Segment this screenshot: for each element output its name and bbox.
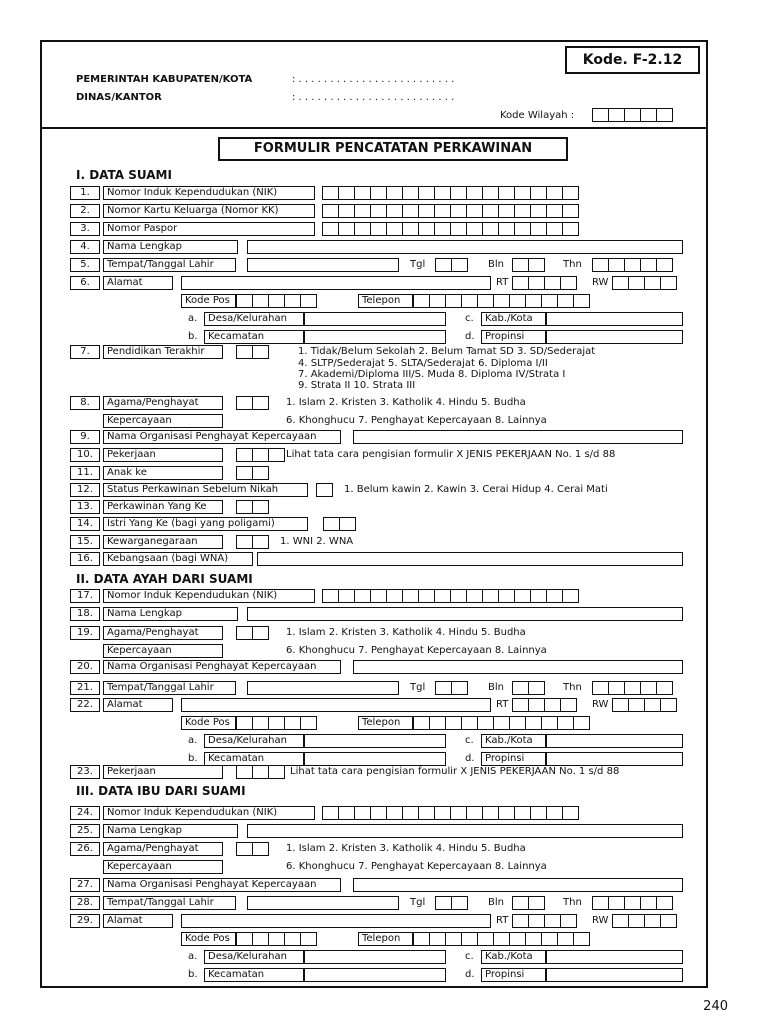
nama-field[interactable]: [247, 607, 683, 621]
nik-cells[interactable]: [322, 589, 578, 603]
nik-cells[interactable]: [322, 204, 578, 218]
anak-ke-cells[interactable]: [236, 466, 268, 480]
row-label: Anak ke: [103, 466, 223, 480]
kab-field[interactable]: [546, 734, 683, 748]
agama-options-2: 6. Khonghucu 7. Penghayat Kepercayaan 8. Lainnya: [286, 415, 547, 426]
pendidikan-2: 4. SLTP/Sederajat 5. SLTA/Sederajat 6. Diploma I/II: [298, 358, 548, 369]
kec-field[interactable]: [304, 330, 446, 344]
rt-label: RT: [496, 277, 509, 288]
bln-cells[interactable]: [512, 681, 544, 695]
row-label: Nomor Induk Kependudukan (NIK): [103, 186, 315, 200]
bln-cells[interactable]: [512, 258, 544, 272]
dinas-label: DINAS/KANTOR: [76, 92, 162, 103]
row-label: Tempat/Tanggal Lahir: [103, 258, 236, 272]
telepon-cells[interactable]: [413, 932, 589, 946]
kab-label: Kab./Kota: [481, 950, 546, 964]
row-number: 20.: [70, 660, 100, 674]
rw-label: RW: [592, 277, 609, 288]
telepon-label: Telepon: [358, 294, 413, 308]
row-number: 25.: [70, 824, 100, 838]
bln-label: Bln: [488, 259, 504, 270]
rw-label: RW: [592, 915, 609, 926]
row-number: 7.: [70, 345, 100, 359]
pekerjaan-note: Lihat tata cara pengisian formulir X JENIS PEKERJAAN No. 1 s/d 88: [290, 766, 620, 777]
row-label: Nomor Induk Kependudukan (NIK): [103, 806, 315, 820]
pekerjaan-cells[interactable]: [236, 448, 284, 462]
thn-label: Thn: [563, 259, 582, 270]
a-label: a.: [188, 735, 198, 746]
agama-cells[interactable]: [236, 842, 268, 856]
row-number: 24.: [70, 806, 100, 820]
row-label: Kewarganegaraan: [103, 535, 223, 549]
row-number: 2.: [70, 204, 100, 218]
row-label: Pekerjaan: [103, 765, 223, 779]
desa-field[interactable]: [304, 312, 446, 326]
prop-label: Propinsi: [481, 752, 546, 766]
c-label: c.: [465, 951, 474, 962]
agama-options-2: 6. Khonghucu 7. Penghayat Kepercayaan 8. Lainnya: [286, 645, 547, 656]
row-number: 21.: [70, 681, 100, 695]
desa-label: Desa/Kelurahan: [204, 950, 304, 964]
dinas-dots: : . . . . . . . . . . . . . . . . . . . . . . . . .: [292, 92, 455, 103]
kab-label: Kab./Kota: [481, 734, 546, 748]
org-field[interactable]: [353, 878, 683, 892]
kode-pos-label: Kode Pos: [181, 716, 236, 730]
row-label: Agama/Penghayat: [103, 396, 223, 410]
agama-options-1: 1. Islam 2. Kristen 3. Katholik 4. Hindu 5. Budha: [286, 397, 526, 408]
row-number: 1.: [70, 186, 100, 200]
birthplace-field[interactable]: [247, 258, 399, 272]
telepon-label: Telepon: [358, 716, 413, 730]
c-label: c.: [465, 313, 474, 324]
row-number: 17.: [70, 589, 100, 603]
tgl-label: Tgl: [410, 897, 426, 908]
d-label: d.: [465, 969, 475, 980]
a-label: a.: [188, 951, 198, 962]
thn-cells[interactable]: [592, 258, 672, 272]
row-number: 22.: [70, 698, 100, 712]
telepon-cells[interactable]: [413, 716, 589, 730]
rt-label: RT: [496, 699, 509, 710]
pendidikan-3: 7. Akademi/Diploma III/S. Muda 8. Diploma IV/Strata I: [298, 369, 566, 380]
kode-wilayah-cells[interactable]: [592, 108, 672, 122]
status-options: 1. Belum kawin 2. Kawin 3. Cerai Hidup 4. Cerai Mati: [344, 484, 608, 495]
kab-field[interactable]: [546, 312, 683, 326]
rw-label: RW: [592, 699, 609, 710]
org-field[interactable]: [353, 660, 683, 674]
row-label: Nomor Kartu Keluarga (Nomor KK): [103, 204, 315, 218]
thn-label: Thn: [563, 897, 582, 908]
row-label: Tempat/Tanggal Lahir: [103, 681, 236, 695]
row-label: Pendidikan Terakhir: [103, 345, 223, 359]
row-number: 29.: [70, 914, 100, 928]
thn-cells[interactable]: [592, 681, 672, 695]
prop-field[interactable]: [546, 752, 683, 766]
row-label: Nama Lengkap: [103, 240, 238, 254]
row-label: Alamat: [103, 276, 173, 290]
row-label: Nama Organisasi Penghayat Kepercayaan: [103, 430, 341, 444]
d-label: d.: [465, 753, 475, 764]
kode-pos-cells[interactable]: [236, 716, 316, 730]
bln-label: Bln: [488, 682, 504, 693]
rt-cells[interactable]: [512, 698, 576, 712]
row-label: Perkawinan Yang Ke: [103, 500, 223, 514]
row-label: Nomor Induk Kependudukan (NIK): [103, 589, 315, 603]
row-number: 18.: [70, 607, 100, 621]
row-label: Nomor Paspor: [103, 222, 315, 236]
row-number: 14.: [70, 517, 100, 531]
rt-label: RT: [496, 915, 509, 926]
b-label: b.: [188, 331, 198, 342]
form-title: FORMULIR PENCATATAN PERKAWINAN: [218, 137, 568, 161]
rt-cells[interactable]: [512, 276, 576, 290]
row-number: 28.: [70, 896, 100, 910]
kec-label: Kecamatan: [204, 752, 304, 766]
bln-cells[interactable]: [512, 896, 544, 910]
tgl-label: Tgl: [410, 682, 426, 693]
telepon-label: Telepon: [358, 932, 413, 946]
row-number: 23.: [70, 765, 100, 779]
row-number: 27.: [70, 878, 100, 892]
c-label: c.: [465, 735, 474, 746]
prop-field[interactable]: [546, 968, 683, 982]
prop-label: Propinsi: [481, 968, 546, 982]
row-number: 4.: [70, 240, 100, 254]
nik-cells[interactable]: [322, 222, 578, 236]
perkawinan-ke-cells[interactable]: [236, 500, 268, 514]
row-number: 19.: [70, 626, 100, 640]
desa-field[interactable]: [304, 950, 446, 964]
page-number: 240: [703, 999, 728, 1014]
row-number: 5.: [70, 258, 100, 272]
nik-cells[interactable]: [322, 806, 578, 820]
pekerjaan-cells[interactable]: [236, 765, 284, 779]
agama-cells[interactable]: [236, 626, 268, 640]
nama-field[interactable]: [247, 824, 683, 838]
row-number: 10.: [70, 448, 100, 462]
agama-options-2: 6. Khonghucu 7. Penghayat Kepercayaan 8. Lainnya: [286, 861, 547, 872]
telepon-cells[interactable]: [413, 294, 589, 308]
alamat-field[interactable]: [181, 914, 491, 928]
kab-field[interactable]: [546, 950, 683, 964]
row-number: 3.: [70, 222, 100, 236]
wn-options: 1. WNI 2. WNA: [280, 536, 354, 547]
kepercayaan-label: Kepercayaan: [103, 414, 223, 428]
prop-field[interactable]: [546, 330, 683, 344]
row-number: 13.: [70, 500, 100, 514]
prop-label: Propinsi: [481, 330, 546, 344]
status-cells[interactable]: [316, 483, 332, 497]
nik-cells[interactable]: [322, 186, 578, 200]
rw-cells[interactable]: [612, 276, 676, 290]
kec-label: Kecamatan: [204, 330, 304, 344]
section-data-ayah: II. DATA AYAH DARI SUAMI: [76, 572, 253, 586]
pendidikan-1: 1. Tidak/Belum Sekolah 2. Belum Tamat SD 3. SD/Sederajat: [298, 346, 596, 357]
rw-cells[interactable]: [612, 698, 676, 712]
rt-cells[interactable]: [512, 914, 576, 928]
row-label: Nama Organisasi Penghayat Kepercayaan: [103, 878, 341, 892]
agama-options-1: 1. Islam 2. Kristen 3. Katholik 4. Hindu 5. Budha: [286, 627, 526, 638]
row-number: 26.: [70, 842, 100, 856]
row-number: 9.: [70, 430, 100, 444]
row-number: 11.: [70, 466, 100, 480]
row-number: 8.: [70, 396, 100, 410]
row-label: Tempat/Tanggal Lahir: [103, 896, 236, 910]
alamat-field[interactable]: [181, 276, 491, 290]
kode-pos-label: Kode Pos: [181, 294, 236, 308]
row-number: 12.: [70, 483, 100, 497]
kec-field[interactable]: [304, 968, 446, 982]
alamat-field[interactable]: [181, 698, 491, 712]
form-code: Kode. F-2.12: [565, 46, 700, 74]
row-label: Nama Lengkap: [103, 824, 238, 838]
pemerintah-label: PEMERINTAH KABUPATEN/KOTA: [76, 74, 253, 85]
pendidikan-4: 9. Strata II 10. Strata III: [298, 380, 416, 391]
agama-options-1: 1. Islam 2. Kristen 3. Katholik 4. Hindu 5. Budha: [286, 843, 526, 854]
kebangsaan-field[interactable]: [257, 552, 683, 566]
row-number: 15.: [70, 535, 100, 549]
b-label: b.: [188, 753, 198, 764]
pendidikan-cells[interactable]: [236, 345, 268, 359]
nama-field[interactable]: [247, 240, 683, 254]
row-label: Nama Lengkap: [103, 607, 238, 621]
desa-label: Desa/Kelurahan: [204, 312, 304, 326]
row-label: Alamat: [103, 914, 173, 928]
section-data-ibu: III. DATA IBU DARI SUAMI: [76, 784, 246, 798]
org-field[interactable]: [353, 430, 683, 444]
row-label: Kebangsaan (bagi WNA): [103, 552, 253, 566]
row-label: Nama Organisasi Penghayat Kepercayaan: [103, 660, 341, 674]
thn-label: Thn: [563, 682, 582, 693]
kode-pos-label: Kode Pos: [181, 932, 236, 946]
row-number: 6.: [70, 276, 100, 290]
row-label: Agama/Penghayat: [103, 626, 223, 640]
tgl-cells[interactable]: [435, 681, 467, 695]
tgl-cells[interactable]: [435, 258, 467, 272]
rw-cells[interactable]: [612, 914, 676, 928]
kec-field[interactable]: [304, 752, 446, 766]
section-data-suami: I. DATA SUAMI: [76, 168, 172, 182]
row-label: Pekerjaan: [103, 448, 223, 462]
kepercayaan-label: Kepercayaan: [103, 860, 223, 874]
header-divider: [40, 127, 708, 129]
row-label: Alamat: [103, 698, 173, 712]
tgl-label: Tgl: [410, 259, 426, 270]
row-number: 16.: [70, 552, 100, 566]
desa-label: Desa/Kelurahan: [204, 734, 304, 748]
desa-field[interactable]: [304, 734, 446, 748]
pekerjaan-note: Lihat tata cara pengisian formulir X JENIS PEKERJAAN No. 1 s/d 88: [286, 449, 616, 460]
kode-pos-cells[interactable]: [236, 294, 316, 308]
kode-pos-cells[interactable]: [236, 932, 316, 946]
kab-label: Kab./Kota: [481, 312, 546, 326]
row-label: Status Perkawinan Sebelum Nikah: [103, 483, 308, 497]
pemerintah-dots: : . . . . . . . . . . . . . . . . . . . . . . . . .: [292, 74, 455, 85]
istri-ke-cells[interactable]: [323, 517, 355, 531]
kepercayaan-label: Kepercayaan: [103, 644, 223, 658]
wn-cells[interactable]: [236, 535, 268, 549]
a-label: a.: [188, 313, 198, 324]
d-label: d.: [465, 331, 475, 342]
kode-wilayah-label: Kode Wilayah :: [500, 110, 575, 121]
row-label: Agama/Penghayat: [103, 842, 223, 856]
birthplace-field[interactable]: [247, 896, 399, 910]
bln-label: Bln: [488, 897, 504, 908]
b-label: b.: [188, 969, 198, 980]
birthplace-field[interactable]: [247, 681, 399, 695]
kec-label: Kecamatan: [204, 968, 304, 982]
row-label: Istri Yang Ke (bagi yang poligami): [103, 517, 308, 531]
agama-cells[interactable]: [236, 396, 268, 410]
tgl-cells[interactable]: [435, 896, 467, 910]
thn-cells[interactable]: [592, 896, 672, 910]
